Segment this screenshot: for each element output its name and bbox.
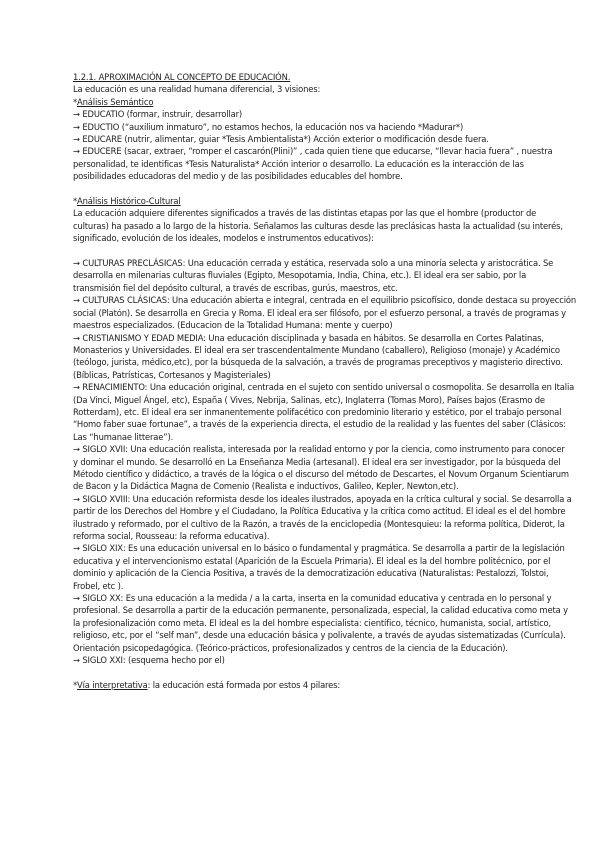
spacer <box>73 183 560 195</box>
spacer <box>73 245 560 257</box>
intro-text: La educación es una realidad humana diferencial, 3 visiones: <box>73 84 321 95</box>
semantic-line: → EDUCERE (sacar, extraer, “romper el cascarón(Plini)” , cada quien tiene que educarse, “llevar hacia fuera” , nuestra <box>73 146 553 157</box>
bullet-star: * <box>73 679 78 690</box>
bullet-star: * <box>73 96 78 107</box>
historic-line: de Bacon y la Didáctica Magna de Comenio (Realista e inductivos, Galileo, Kepler, Newton,etc). <box>73 481 459 492</box>
section-heading-text: Análisis Histórico-Cultural <box>77 196 181 207</box>
historic-line: partir de los Derechos del Hombre y el Ciudadano, la Política Educativa y la crítica como actitud. El ideal es el del hombre <box>73 506 566 517</box>
historic-line: social (Platón). Se desarrolla en Grecia y Roma. El ideal era ser filósofo, por el esfuerzo personal, a través de programas y <box>73 307 566 318</box>
section-heading-text: Vía interpretativa <box>77 679 148 690</box>
historic-intro-line: La educación adquiere diferentes significados a través de las distintas etapas por las que el hombre (productor de <box>73 208 537 219</box>
historic-line: religioso, etc, por el “self man”, desde una educación básica y polivalente, a través de ayudas sistematizadas (Currícula). <box>73 630 566 641</box>
historic-line: y dominar el mundo. Se desarrolló en La Enseñanza Media (artesanal). El ideal era ser investigador, por la búsqueda del <box>73 456 561 467</box>
section-heading-interpretive <box>73 679 560 691</box>
semantic-line: personalidad, te identificas *Tesis Naturalista* Acción interior o desarrollo. La educación es la interacción de las <box>73 158 524 169</box>
historic-line: ilustrado y reformado, por el cultivo de la Razón, a través de la enciclopedia (Montesquieu: la reforma política, Diderot, la <box>73 518 565 529</box>
historic-line: → CRISTIANISMO Y EDAD MEDIA: Una educación disciplinada y basada en hábitos. Se desarrolla en Cortes Palatinas, <box>73 332 544 343</box>
historic-line: → SIGLO XVIII: Una educación reformista desde los ideales ilustrados, apoyada en la crítica cultural y social. Se desarrolla a <box>73 493 572 504</box>
bullet-star: * <box>73 196 78 207</box>
historic-line: → SIGLO XIX: Es una educación universal en lo básico o fundamental y pragmática. Se desarrolla a partir de la legislación <box>73 543 565 554</box>
historic-line: profesional. Se desarrolla a partir de la educación permanente, personalizada, especial, la calidad educativa como meta y <box>73 605 568 616</box>
section-heading-semantic <box>73 96 560 108</box>
historic-line: maestros especializados. (Educacion de la Totalidad Humana: mente y cuerpo) <box>73 320 393 331</box>
historic-line: Método científico y didáctico, a través de la lógica o el discurso del método de Descartes, el Novum Organum Scientiarum <box>73 468 569 479</box>
historic-line: (Bíblicas, Patrísticas, Cortesanos y Magisteriales) <box>73 369 271 380</box>
historic-line: → SIGLO XXI: (esquema hecho por el) <box>73 655 225 666</box>
historic-line: (Da Vinci, Miguel Ángel, etc), España ( Vives, Nebrija, Salinas, etc), Inglaterra (Tomas Moro), Países bajos (Erasmo de <box>73 394 545 405</box>
section-heading-historic <box>73 195 560 207</box>
historic-intro-line: culturas) ha pasado a lo largo de la historia. Señalamos las culturas desde las preclásicas hasta la actualidad (su interés, <box>73 220 563 231</box>
historic-line: Frobel, etc ). <box>73 580 124 591</box>
historic-line: Rotterdam), etc. El ideal era ser inmanentemente polifacético con predominio literario y estético, por el trabajo personal <box>73 406 562 417</box>
historic-intro-line: significado, evolución de los ideales, modelos e instrumentos educativos): <box>73 233 374 244</box>
spacer <box>73 666 560 678</box>
historic-line: Las “humanae litterae”). <box>73 431 174 442</box>
historic-line: desarrolla en milenarias culturas fluviales (Egipto, Mesopotamia, India, China, etc.). El ideal era ser sabio, por la <box>73 270 527 281</box>
historic-line: “Homo faber suae fortunae”, a través de la experiencia directa, el estudio de la realidad y las fuentes del saber (Clásicos: <box>73 419 566 430</box>
historic-line: (teólogo, jurista, médico,etc), por la búsqueda de la salvación, a través de programas preceptivos y magisterio directivo. <box>73 357 563 368</box>
document-title: 1.2.1. APROXIMACIÓN AL CONCEPTO DE EDUCACIÓN. <box>73 72 291 82</box>
historic-line: dominio y aplicación de la Ciencia Positiva, a través de la democratización educativa (Naturalistas: Pestalozzi, Tolstoi, <box>73 568 549 579</box>
historic-line: → CULTURAS PRECLÁSICAS: Una educación cerrada y estática, reservada solo a una minoría selecta y aristocrática. Se <box>73 258 554 269</box>
semantic-line: → EDUCATIO (formar, instruir, desarrollar) <box>73 109 242 120</box>
historic-line: → SIGLO XX: Es una educación a la medida / a la carta, inserta en la comunidad educativa y centrada en lo personal y <box>73 593 552 604</box>
historic-line: Orientación psicopedagógica. (Teórico-prácticos, profesionalizados y centros de la ciencia de la Educación). <box>73 642 508 653</box>
historic-line: → RENACIMIENTO: Una educación original, centrada en el sujeto con sentido universal o cosmopolita. Se desarrolla en Italia <box>73 382 575 393</box>
historic-line: reforma social, Rousseau: la reforma educativa). <box>73 531 270 541</box>
historic-line: Monasterios y Universidades. El ideal era ser trascendentalmente Mundano (caballero), Religioso (monaje) y Académico <box>73 344 560 355</box>
semantic-line: posibilidades educadoras del medio y de las posibilidades educables del hombre. <box>73 171 403 182</box>
historic-line: educativa y el intervencionismo estatal (Aparición de la Escuela Primaria). El ideal es la del hombre politécnico, por el <box>73 555 551 566</box>
historic-line: → SIGLO XVII: Una educación realista, interesada por la realidad entorno y por la ciencia, como instrumento para conocer <box>73 444 565 455</box>
section-heading-text: Análisis Semántico <box>77 96 154 107</box>
semantic-line: → EDUCARE (nutrir, alimentar, guiar *Tesis Ambientalista*) Acción exterior o modificación desde fuera. <box>73 134 489 145</box>
semantic-line: → EDUCTIO (“auxilium inmaturo”, no estamos hechos, la educación nos va haciendo *Madurar*) <box>73 121 464 132</box>
historic-line: transmisión fiel del depósito cultural, a través de escribas, gurús, maestros, etc. <box>73 282 398 293</box>
historic-line: → CULTURAS CLÁSICAS: Una educación abierta e integral, centrada en el equilibrio psicofísico, donde destaca su proyección <box>73 295 577 306</box>
section-heading-rest: : la educación está formada por estos 4 pilares: <box>147 679 341 690</box>
historic-line: la profesionalización como meta. El ideal es la del hombre especialista: científico, técnico, humanista, social, artístico, <box>73 617 552 628</box>
